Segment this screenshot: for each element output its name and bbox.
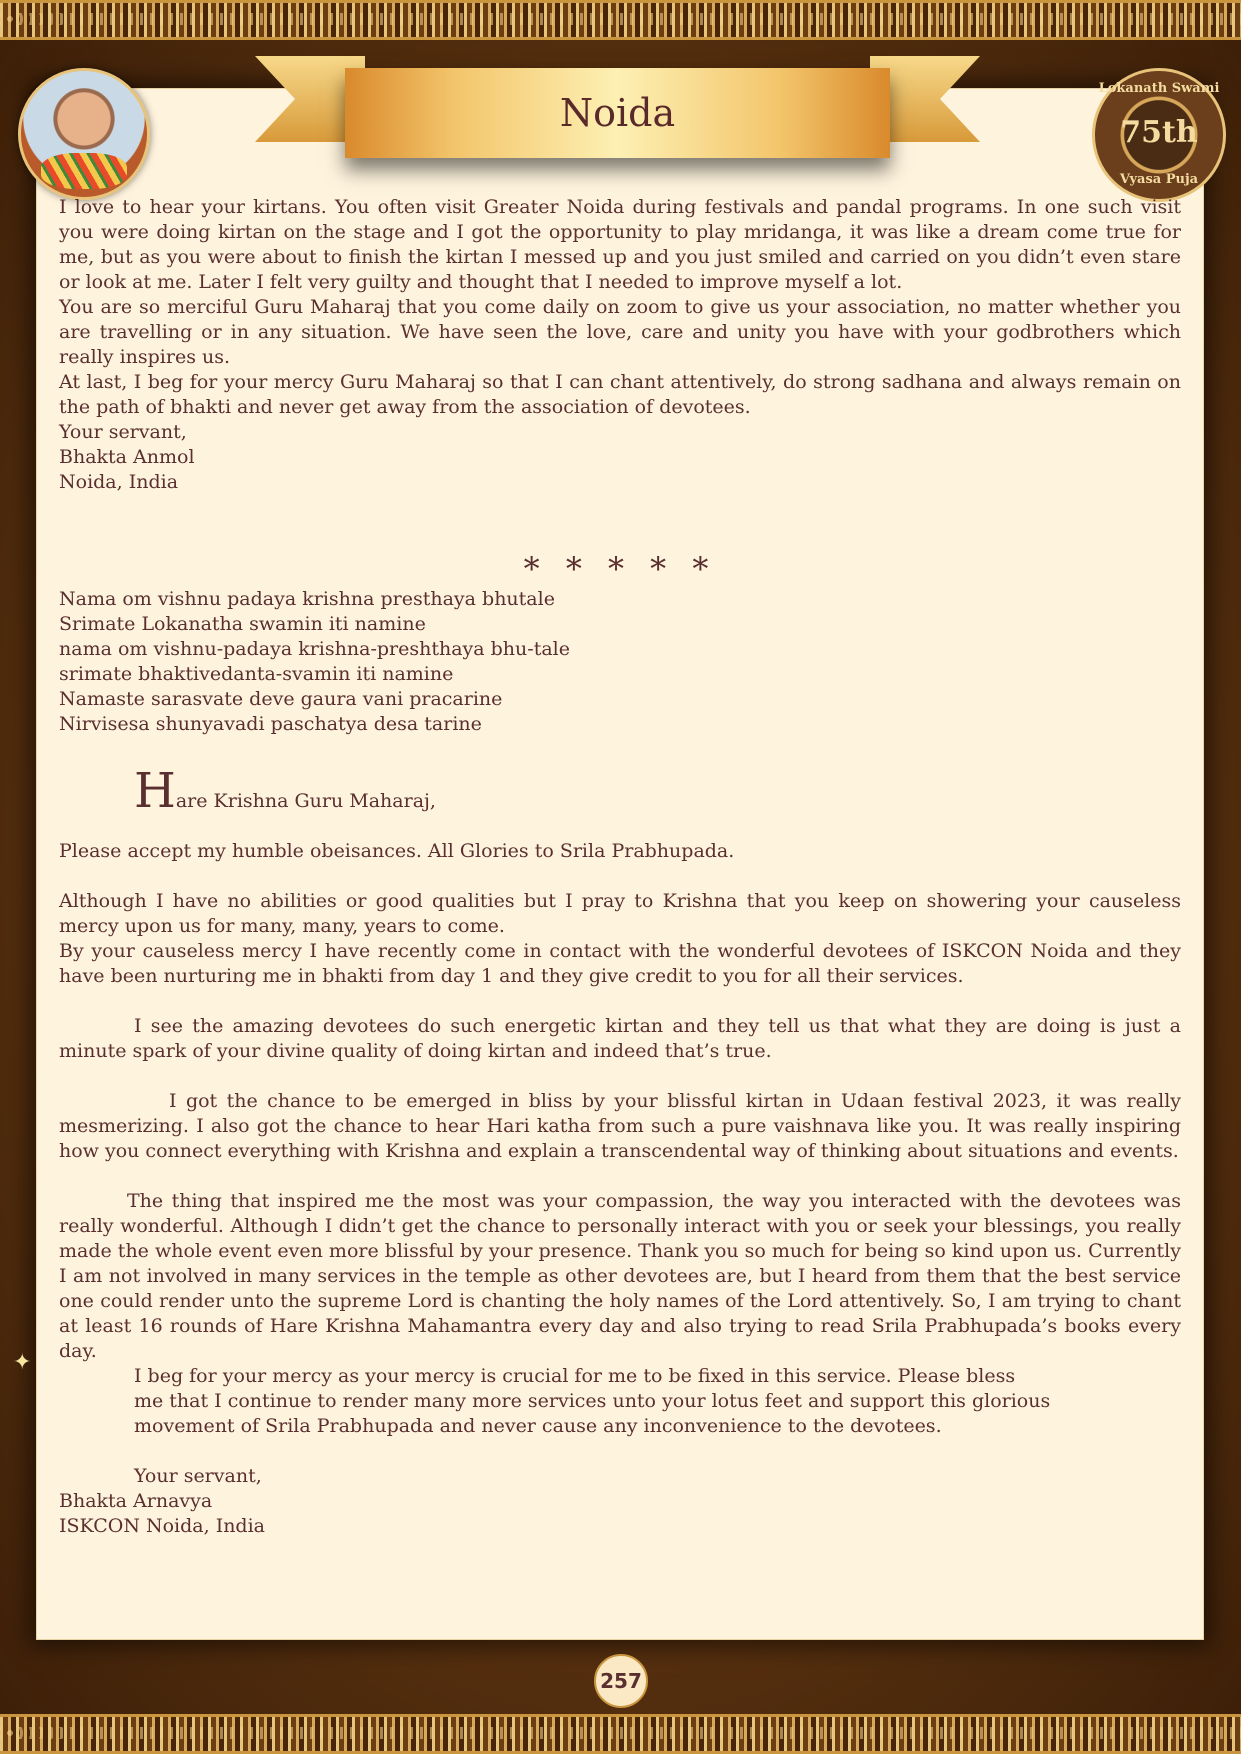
vyasa-puja-seal <box>1092 68 1226 202</box>
letter2-closing-line: me that I continue to render many more services unto your lotus feet and support this glorious <box>134 1390 1051 1412</box>
title-ribbon <box>255 50 980 170</box>
greeting-drop-cap: H <box>134 763 176 819</box>
letter2-closing-line: I beg for your mercy as your mercy is crucial for me to be fixed in this service. Please bless <box>134 1365 1016 1387</box>
letter2-paragraph: I got the chance to be emerged in bliss by your blissful kirtan in Udaan festival 2023, it was really mesmerizing. I also got the chance to hear Hari katha from such a pure vaishnava like you. It was really inspiring how you connect everything with Krishna and explain a transcendental way of thinking about situations and events. <box>59 1090 1181 1162</box>
letter1-closing: Your servant, <box>59 421 187 443</box>
seal-bottom-text: Vyasa Puja <box>1119 172 1199 187</box>
seal-top-text: Lokanath Swami <box>1098 81 1220 96</box>
letter1-signature-place: Noida, India <box>59 471 179 493</box>
letter1-paragraph: I love to hear your kirtans. You often visit Greater Noida during festivals and pandal programs. In one such visit you were doing kirtan on the stage and I got the opportunity to play mridanga, it was like a dream come true for me, but as you were about to finish the kirtan I messed up and you just smiled and carried on you didn’t even stare or look at me. Later I felt very guilty and thought that I needed to improve myself a lot. <box>59 196 1181 293</box>
bottom-decorative-border <box>0 1714 1241 1754</box>
letter-content <box>59 195 1181 1539</box>
letter2-paragraph: Although I have no abilities or good qualities but I pray to Krishna that you keep on showering your causeless mercy upon us for many, many, years to come. <box>59 890 1181 937</box>
letter2-signature-name: Bhakta Arnavya <box>59 1490 213 1512</box>
prayer-line: srimate bhaktivedanta-svamin iti namine <box>59 663 454 685</box>
page-number: 257 <box>594 1654 648 1708</box>
letter1-paragraph: At last, I beg for your mercy Guru Maharaj so that I can chant attentively, do strong sadhana and always remain on the path of bhakti and never get away from the association of devotees. <box>59 371 1181 418</box>
prayer-line: Nama om vishnu padaya krishna presthaya bhutale <box>59 588 555 610</box>
letter2-greeting <box>59 763 1181 819</box>
letter1-paragraph: You are so merciful Guru Maharaj that you come daily on zoom to give us your association, no matter whether you are travelling or in any situation. We have seen the love, care and unity you have with your godbrothers which really inspires us. <box>59 296 1181 368</box>
prayer-line: Nirvisesa shunyavadi paschatya desa tarine <box>59 713 482 735</box>
letter2-paragraph: The thing that inspired me the most was your compassion, the way you interacted with the devotees was really wonderful. Although I didn’t get the chance to personally interact with you or seek your blessings, you really made the whole event even more blissful by your presence. Thank you so much for being so kind upon us. Currently I am not involved in many services in the temple as other devotees are, but I heard from them that the best service one could render unto the supreme Lord is chanting the holy names of the Lord attentively. So, I am trying to chant at least 16 rounds of Hare Krishna Mahamantra every day and also trying to read Srila Prabhupada’s books every day. <box>59 1190 1181 1362</box>
prayer-line: nama om vishnu-padaya krishna-preshthaya bhu-tale <box>59 638 570 660</box>
page-title: Noida <box>345 68 890 158</box>
greeting-text: are Krishna Guru Maharaj, <box>175 790 436 812</box>
letter1-signature-name: Bhakta Anmol <box>59 446 195 468</box>
seal-number: 75th <box>1120 115 1198 150</box>
letter2-obeisances: Please accept my humble obeisances. All Glories to Srila Prabhupada. <box>59 840 735 862</box>
letter2-paragraph: I see the amazing devotees do such energetic kirtan and they tell us that what they are doing is just a minute spark of your divine quality of doing kirtan and indeed that’s true. <box>59 1015 1181 1062</box>
prayer-line: Namaste sarasvate deve gaura vani pracarine <box>59 688 503 710</box>
sparkle-icon: ✦ <box>13 1350 32 1375</box>
letter2-signature-place: ISKCON Noida, India <box>59 1515 266 1537</box>
top-decorative-border <box>0 0 1241 40</box>
letter2-closing: Your servant, <box>134 1465 262 1487</box>
section-separator-stars: * * * * * <box>523 550 717 588</box>
letter2-paragraph: By your causeless mercy I have recently come in contact with the wonderful devotees of ISKCON Noida and they have been nurturing me in bhakti from day 1 and they give credit to you for all their services. <box>59 940 1181 987</box>
guru-portrait-avatar <box>18 68 150 200</box>
prayer-line: Srimate Lokanatha swamin iti namine <box>59 613 426 635</box>
letter2-closing-line: movement of Srila Prabhupada and never cause any inconvenience to the devotees. <box>134 1415 942 1437</box>
